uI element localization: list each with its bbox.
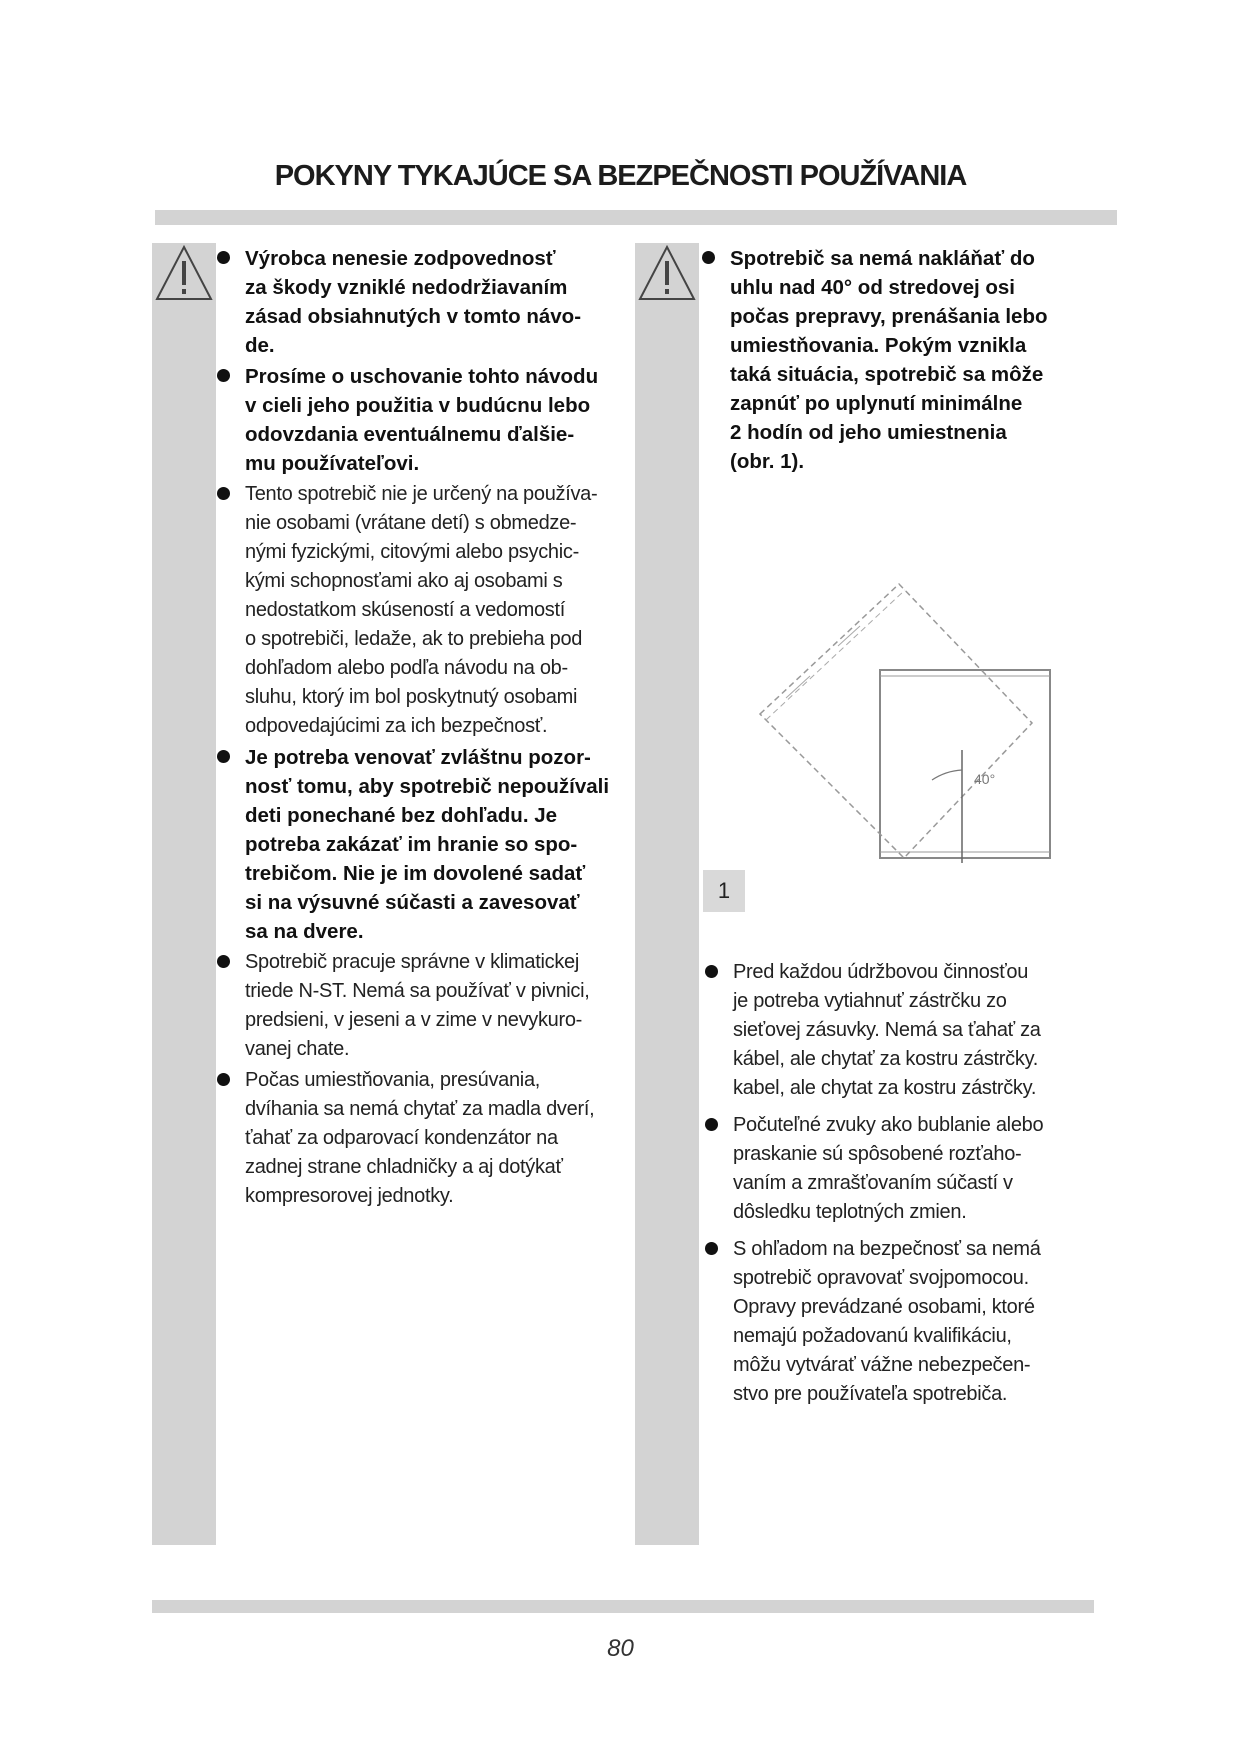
text-line: počas prepravy, prenášania lebo [730,305,1048,328]
bullet-dot-icon [217,750,230,763]
text-line: môžu vytvárať vážne nebezpečen- [733,1354,1031,1376]
list-item [733,1235,1123,1409]
text-line: dvíhania sa nemá chytať za madla dverí, [245,1098,595,1120]
text-line: nedostatkom skúseností a vedomostí [245,599,565,621]
bullet-dot-icon [217,487,230,500]
page-title: POKYNY TYKAJÚCE SA BEZPEČNOSTI POUŽÍVANIA [274,160,967,192]
angle-label: 40° [974,771,996,787]
text-line: praskanie sú spôsobené rozťaho- [733,1143,1022,1165]
text-line: stvo pre používateľa spotrebiča. [733,1383,1008,1405]
figure-number: 1 [703,870,745,912]
list-item [730,244,1100,476]
list-item [733,1111,1123,1227]
text-line: (obr. 1). [730,450,805,473]
text-line: dôsledku teplotných zmien. [733,1201,967,1223]
text-line: Počas umiestňovania, presúvania, [245,1069,541,1091]
text-line: Spotrebič pracuje správne v klimatickej [245,951,580,973]
text-line: sa na dvere. [245,920,364,943]
text-line: odovzdania eventuálnemu ďalšie- [245,423,575,446]
list-item [245,244,645,360]
text-line: S ohľadom na bezpečnosť sa nemá [733,1238,1041,1260]
text-line: de. [245,334,275,357]
text-line: zapnúť po uplynutí minimálne [730,392,1023,415]
text-line: predsieni, v jeseni a v zime v nevykuro- [245,1009,583,1031]
text-line: vaním a zmrašťovaním súčastí v [733,1172,1013,1194]
text-line: Opravy prevádzané osobami, ktoré [733,1296,1035,1318]
text-line: triede N-ST. Nemá sa používať v pivnici, [245,980,590,1002]
text-line: Tento spotrebič nie je určený na používa- [245,483,598,505]
text-line: sluhu, ktorý im bol poskytnutý osobami [245,686,578,708]
text-line: nie osobami (vrátane detí) s obmedze- [245,512,577,534]
text-line: ťahať za odparovací kondenzátor na [245,1127,558,1149]
text-line: kými schopnosťami ako aj osobami s [245,570,563,592]
list-item [245,480,645,741]
list-item [245,743,645,946]
page-number: 80 [607,1635,634,1662]
bullet-dot-icon [217,1073,230,1086]
list-item [245,362,645,478]
text-line: v cieli jeho použitia v budúcnu lebo [245,394,591,417]
text-line: Prosíme o uschovanie tohto návodu [245,365,599,388]
bullet-dot-icon [705,965,718,978]
text-line: sieťovej zásuvky. Nemá sa ťahať za [733,1019,1041,1041]
text-line: Výrobca nenesie zodpovednosť [245,247,556,270]
list-item [245,1066,645,1211]
bullet-dot-icon [217,369,230,382]
text-line: mu používateľovi. [245,452,420,475]
text-line: kabel, ale chytat za kostru zástrčky. [733,1077,1037,1099]
left-warning-column [152,243,216,1545]
warning-triangle-icon [637,243,697,303]
text-line: nemajú požadovanú kvalifikáciu, [733,1325,1012,1347]
text-line: umiestňovania. Pokým vznikla [730,334,1027,357]
left-instruction-list [245,244,645,1213]
text-line: odpovedajúcimi za ich bezpečnosť. [245,715,548,737]
text-line: spotrebič opravovať svojpomocou. [733,1267,1029,1289]
list-item [733,958,1123,1103]
text-line: za škody vzniklé nedodržiavaním [245,276,568,299]
text-line: vanej chate. [245,1038,350,1060]
text-line: si na výsuvné súčasti a zavesovať [245,891,580,914]
text-line: kompresorovej jednotky. [245,1185,454,1207]
bullet-dot-icon [217,955,230,968]
text-line: Je potreba venovať zvláštnu pozor- [245,746,591,769]
bullet-dot-icon [705,1242,718,1255]
bullet-dot-icon [217,251,230,264]
text-line: Spotrebič sa nemá nakláňať do [730,247,1035,270]
top-divider [155,210,1117,225]
text-line: trebičom. Nie je im dovolené sadať [245,862,586,885]
right-bottom-instruction-list [733,958,1123,1417]
right-top-instruction-list [730,244,1100,478]
text-line: je potreba vytiahnuť zástrčku zo [733,990,1007,1012]
text-line: Počuteľné zvuky ako bublanie alebo [733,1114,1044,1136]
text-line: dohľadom alebo podľa návodu na ob- [245,657,568,679]
text-line: 2 hodín od jeho umiestnenia [730,421,1007,444]
bottom-divider [152,1600,1094,1613]
bullet-dot-icon [705,1118,718,1131]
tilt-angle-diagram [700,570,1060,870]
text-line: zadnej strane chladničky a aj dotýkať [245,1156,563,1178]
text-line: potreba zakázať im hranie so spo- [245,833,578,856]
text-line: kábel, ale chytať za kostru zástrčky. [733,1048,1039,1070]
warning-triangle-icon [154,243,214,303]
text-line: taká situácia, spotrebič sa môže [730,363,1044,386]
text-line: uhlu nad 40° od stredovej osi [730,276,1015,299]
text-line: zásad obsiahnutých v tomto návo- [245,305,582,328]
text-line: Pred každou údržbovou činnosťou [733,961,1029,983]
list-item [245,948,645,1064]
text-line: nosť tomu, aby spotrebič nepoužívali [245,775,610,798]
bullet-dot-icon [702,251,715,264]
text-line: nými fyzickými, citovými alebo psychic- [245,541,579,563]
text-line: deti ponechané bez dohľadu. Je [245,804,558,827]
text-line: o spotrebiči, ledaže, ak to prebieha pod [245,628,583,650]
